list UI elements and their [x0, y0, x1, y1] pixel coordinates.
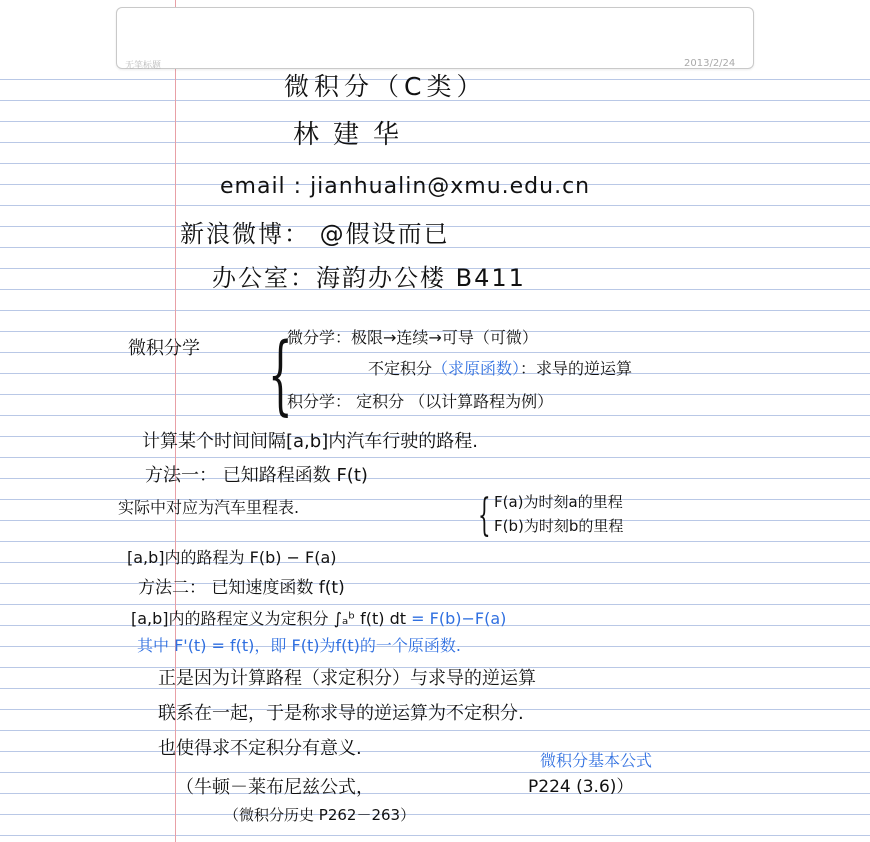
line-method-two: 方法二： 已知速度函数 f(t): [138, 578, 345, 598]
line-compute-distance: 计算某个时间间隔[a,b]内汽车行驶的路程.: [142, 431, 478, 452]
title-input-box[interactable]: [116, 7, 754, 69]
line-meaning: 也使得求不定积分有意义.: [158, 738, 362, 759]
outline-indefinite-suffix: ：求导的逆运算: [520, 359, 633, 378]
line-history: （微积分历史 P262－263）: [224, 806, 416, 824]
line-newton-leibniz: （牛顿－莱布尼兹公式，: [176, 777, 374, 798]
outline-differential: 微分学：极限→连续→可导（可微）: [287, 328, 538, 347]
definite-integral-text: [a,b]内的路程定义为定积分 ∫ₐᵇ f(t) dt: [131, 609, 407, 628]
outline-brace: {: [268, 325, 293, 425]
odometer-brace: {: [478, 490, 491, 541]
outline-indefinite-blue: （求原函数）: [432, 359, 521, 378]
line-linked: 联系在一起，于是称求导的逆运算为不定积分.: [158, 703, 524, 724]
line-antiderivative: 其中 F'(t) = f(t)，即 F(t)为f(t)的一个原函数.: [137, 636, 461, 655]
outline-subject: 微积分学: [128, 338, 200, 359]
line-fb: F(b)为时刻b的里程: [494, 517, 624, 535]
outline-indefinite: [368, 361, 632, 377]
line-definite-integral: [131, 611, 506, 627]
line-distance-ab: [a,b]内的路程为 F(b) − F(a): [127, 548, 337, 567]
definite-integral-result: = F(b)−F(a): [406, 609, 507, 628]
outline-integral: 积分学： 定积分 （以计算路程为例）: [287, 392, 554, 411]
note-office: 办公室：海韵办公楼 B411: [212, 264, 526, 292]
line-page-ref: P224 (3.6)）: [528, 777, 634, 797]
line-method-one: 方法一： 已知路程函数 F(t): [145, 465, 368, 486]
line-fundamental-formula: 微积分基本公式: [540, 751, 653, 770]
note-weibo: 新浪微博： @假设而已: [180, 220, 450, 248]
note-email: email : jianhualin@xmu.edu.cn: [220, 174, 591, 199]
note-date: 2013/2/24: [684, 58, 736, 69]
outline-indefinite-prefix: 不定积分: [368, 359, 433, 378]
note-heading: 微积分（C类）: [284, 72, 487, 101]
note-author: 林建华: [293, 120, 414, 150]
line-fa: F(a)为时刻a的里程: [494, 493, 623, 511]
title-placeholder: 无笔标题: [125, 61, 162, 71]
line-because: 正是因为计算路程（求定积分）与求导的逆运算: [158, 668, 536, 689]
line-actual: 实际中对应为汽车里程表.: [118, 498, 300, 517]
